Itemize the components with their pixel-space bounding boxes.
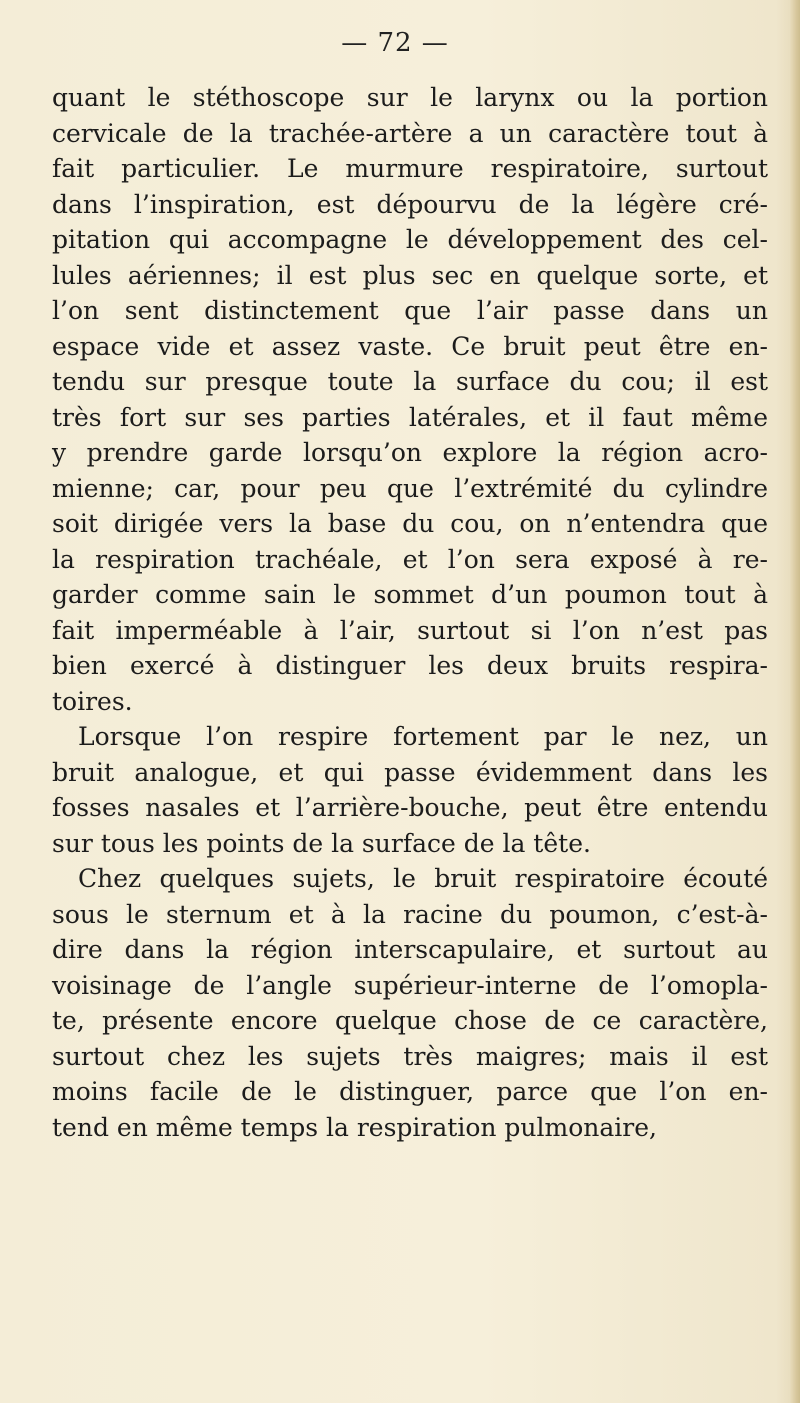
text-line: sous le sternum et à la racine du poumon, c’est-à- [52, 899, 768, 929]
text-line: tend en même temps la respiration pulmonaire, [52, 1112, 657, 1142]
text-line: fosses nasales et l’arrière-bouche, peut être entendu [52, 793, 768, 822]
text-line: cervicale de la trachée-artère a un caractère tout à [52, 118, 768, 148]
text-line: te, présente encore quelque chose de ce caractère, [52, 1006, 768, 1035]
paragraph-start-line: Lorsque l’on respire fortement par le nez, un [78, 722, 768, 751]
text-line: la respiration trachéale, et l’on sera exposé à re- [52, 544, 768, 574]
text-line: pitation qui accompagne le développement des cel- [52, 225, 768, 254]
text-line: garder comme sain le sommet d’un poumon tout à [52, 580, 768, 609]
text-line: bien exercé à distinguer les deux bruits respira- [52, 651, 768, 680]
text-line: surtout chez les sujets très maigres; mais il est [52, 1041, 768, 1071]
page-edge-shadow [790, 0, 800, 1403]
text-line: dire dans la région interscapulaire, et surtout au [52, 935, 768, 964]
text-line: soit dirigée vers la base du cou, on n’entendra que [52, 509, 768, 538]
page-number: — 72 — [341, 28, 449, 58]
text-line: fait particulier. Le murmure respiratoire, surtout [52, 154, 768, 183]
text-line: l’on sent distinctement que l’air passe dans un [52, 296, 768, 325]
paragraph-end-line: sur tous les points de la surface de la tête. [52, 828, 591, 858]
text-line: y prendre garde lorsqu’on explore la région acro- [52, 438, 768, 467]
text-line: très fort sur ses parties latérales, et il faut même [52, 402, 768, 432]
body-text [52, 80, 768, 1145]
paragraph-start-line: Chez quelques sujets, le bruit respiratoire écouté [78, 864, 768, 893]
text-line: moins facile de le distinguer, parce que l’on en- [52, 1077, 768, 1106]
text-line: tendu sur presque toute la surface du cou; il est [52, 367, 768, 396]
text-line: bruit analogue, et qui passe évidemment dans les [52, 757, 768, 787]
paragraph-end-line: toires. [52, 686, 133, 716]
text-line: dans l’inspiration, est dépourvu de la légère cré- [52, 189, 768, 219]
text-line: fait imperméable à l’air, surtout si l’on n’est pas [52, 615, 768, 645]
text-line: quant le stéthoscope sur le larynx ou la portion [52, 83, 768, 112]
text-line: lules aériennes; il est plus sec en quelque sorte, et [52, 260, 768, 290]
text-line: espace vide et assez vaste. Ce bruit peut être en- [52, 331, 768, 361]
text-line: voisinage de l’angle supérieur-interne de l’omopla- [52, 970, 768, 1000]
text-line: mienne; car, pour peu que l’extrémité du cylindre [52, 473, 768, 503]
